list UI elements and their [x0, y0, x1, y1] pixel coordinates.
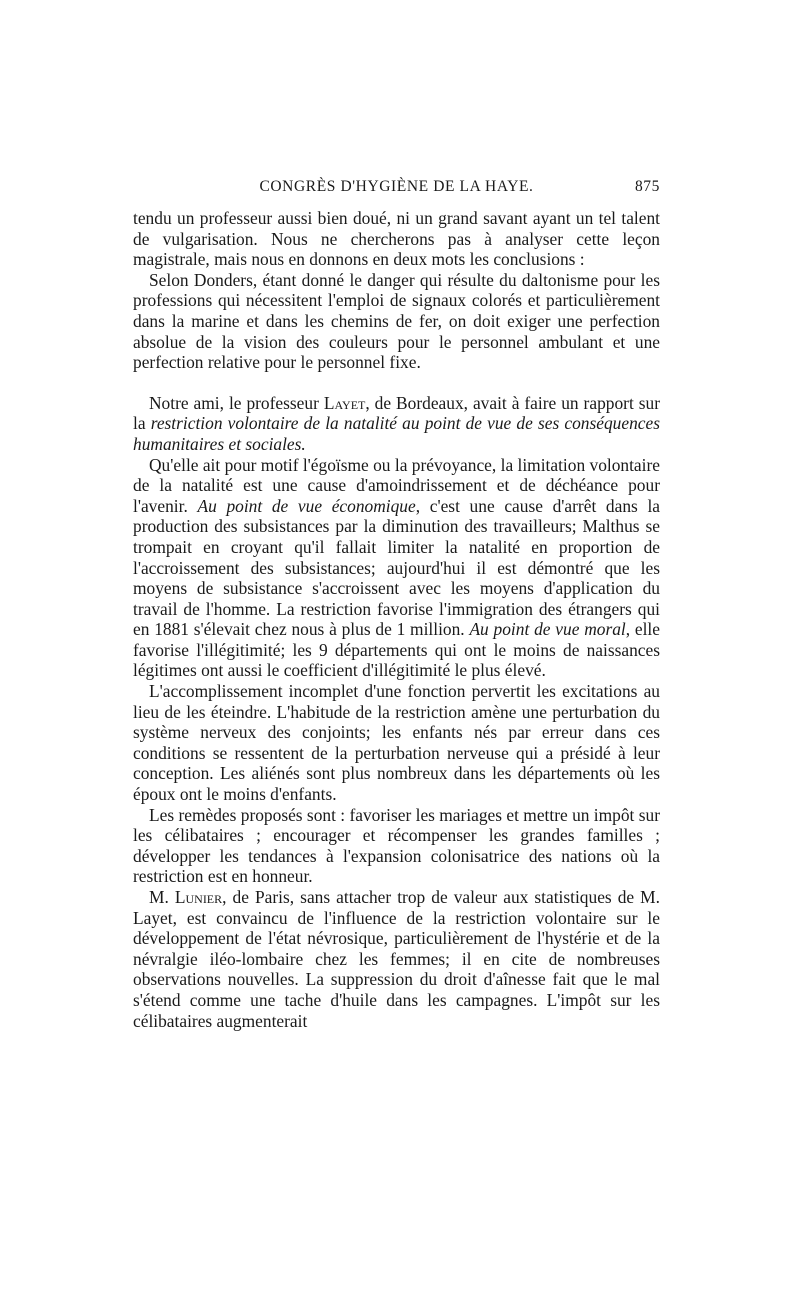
paragraph-gap [133, 373, 660, 393]
paragraph-3-text-a: Notre ami, le professeur [149, 392, 324, 413]
book-page [133, 178, 660, 1031]
paragraph-6: Les remèdes proposés sont : favoriser les mariages et mettre un impôt sur les célibataires ; encourager et récompenser les grandes familles ; développer les tendances à l'expansion colonisatrice des nations où la restriction est en honneur. [133, 804, 660, 887]
economic-viewpoint-heading: Au point de vue économique [197, 495, 416, 516]
paragraph-4-text-c: , elle favorise l'illégitimité; les 9 départements qui ont le moins de naissances légitimes ont aussi le coefficient d'illégitimité le plus élevé. [133, 619, 660, 681]
running-title: CONGRÈS D'HYGIÈNE DE LA HAYE. [259, 178, 534, 195]
running-header [133, 178, 660, 208]
paragraph-3-text-b: , de Bordeaux, avait à faire un rapport sur la [133, 392, 660, 434]
paragraph-7 [133, 887, 660, 1031]
paragraph-4-text-a: Qu'elle ait pour motif l'égoïsme ou la prévoyance, la limitation volontaire de la natalité est une cause d'amoindrissement et de déchéance pour l'avenir. [133, 454, 660, 516]
author-name-layet: Layet [323, 392, 366, 413]
paragraph-2: Selon Donders, étant donné le danger qui résulte du daltonisme pour les professions qui nécessitent l'emploi de signaux colorés et particulièrement dans la marine et dans les chemins de fer, on doit exiger une perfection absolue de la vision des couleurs pour le personnel ambulant et une perfection relative pour le personnel fixe. [133, 269, 660, 373]
report-title: restriction volontaire de la natalité au point de vue de ses conséquences humanitaires et sociales. [133, 413, 660, 454]
paragraph-5: L'accomplissement incomplet d'une fonction pervertit les excitations au lieu de les éteindre. L'habitude de la restriction amène une perturbation du système nerveux des conjoints; les enfants nés par erreur dans ces conditions se ressentent de la perturbation nerveuse qui a présidé à leur conception. Les aliénés sont plus nombreux dans les départements où les époux ont le moins d'enfants. [133, 681, 660, 805]
paragraph-7-text-a: M. [149, 887, 175, 907]
paragraph-3 [133, 393, 660, 455]
paragraph-4 [133, 455, 660, 682]
author-name-lunier: Lunier [174, 887, 223, 907]
moral-viewpoint-heading: Au point de vue moral [469, 619, 626, 640]
body-text [133, 208, 660, 1031]
paragraph-1: tendu un professeur aussi bien doué, ni un grand savant ayant un tel talent de vulgarisation. Nous ne chercherons pas à analyser cette leçon magistrale, mais nous en donnons en deux mots les conclusions : [133, 208, 660, 270]
paragraph-4-text-b: , c'est une cause d'arrêt dans la production des subsistances par la diminution des travailleurs; Malthus se trompait en croyant qu'il fallait limiter la natalité en proportion de l'accroissement des subsistances; aujourd'hui il est démontré que les moyens de subsistance s'accroissent avec les moyens d'application du travail de l'homme. La restriction favorise l'immigration des étrangers qui en 1881 s'élevait chez nous à plus de 1 million. [133, 495, 661, 640]
paragraph-7-text-b: , de Paris, sans attacher trop de valeur aux statistiques de M. Layet, est convaincu de l'influence de la restriction volontaire sur le développement de l'état névrosique, particulièrement de l'hystérie et de la névralgie iléo-lombaire chez les femmes; il en cite de nombreuses observations nouvelles. La suppression du droit d'aînesse fait que le mal s'étend comme une tache d'huile dans les campagnes. L'impôt sur les célibataires augmenterait [133, 887, 660, 1031]
page-number: 875 [634, 178, 660, 195]
